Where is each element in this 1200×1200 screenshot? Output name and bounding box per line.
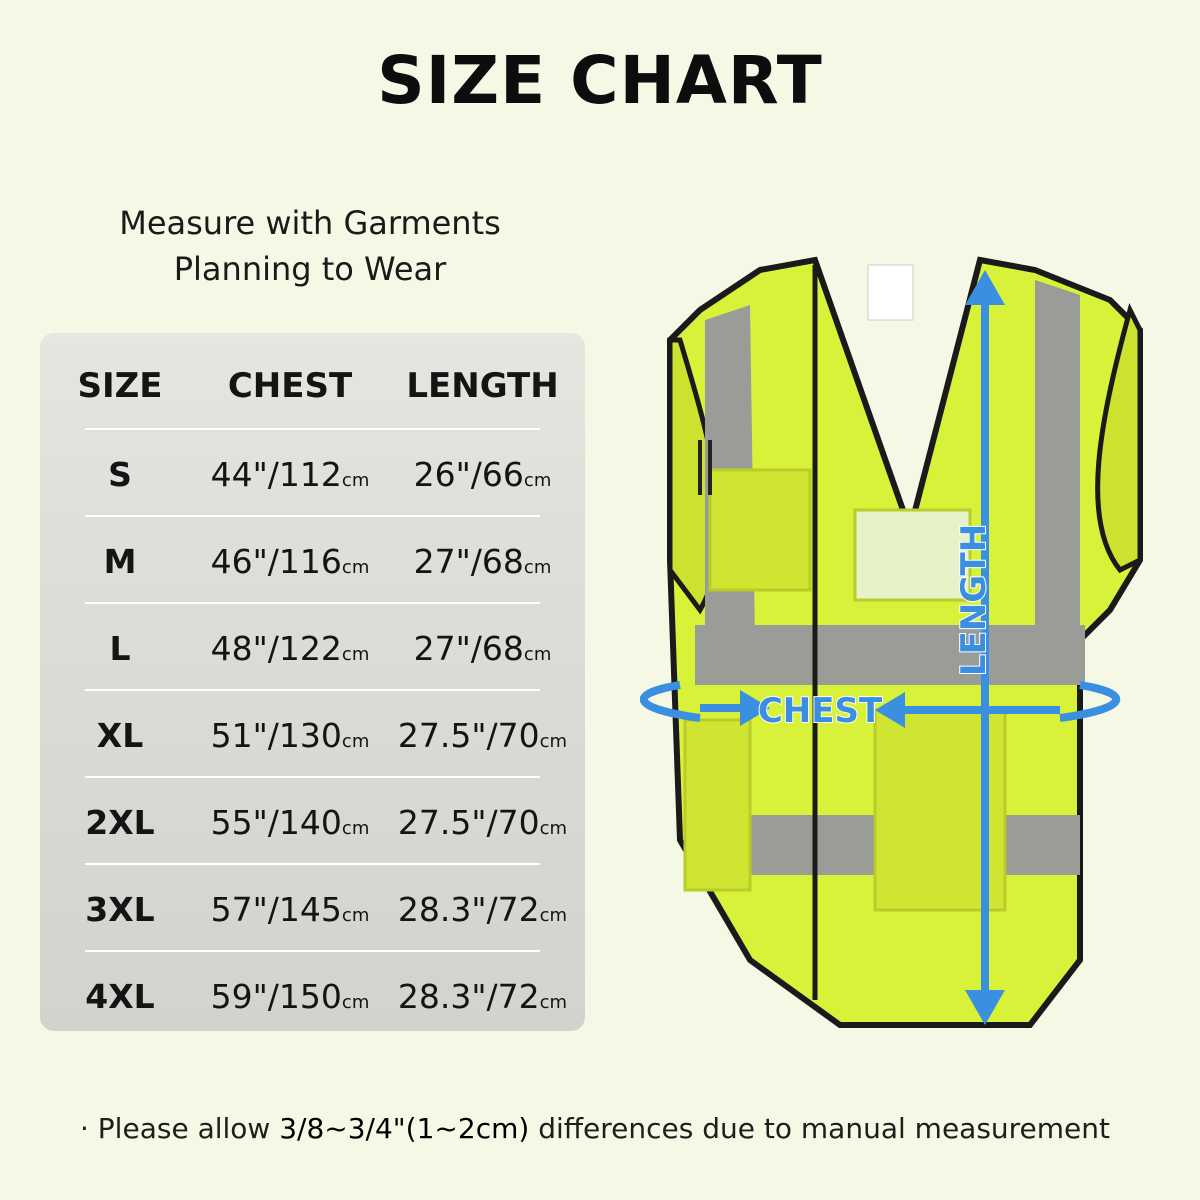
length-value: 26"/66 [413,454,524,494]
chest-cell [200,629,380,668]
length-value: 28.3"/72 [397,889,540,929]
measure-instruction-line1: Measure with Garments [119,204,501,242]
size-cell: S [108,454,132,494]
table-row [40,953,585,1039]
row-separator [85,428,540,430]
size-cell: M [103,541,137,581]
vest-illustration [640,240,1180,1040]
length-cell [380,629,585,668]
table-row [40,866,585,952]
table-row [40,605,585,691]
length-unit: cm [523,643,552,665]
row-separator [85,863,540,865]
chest-cell [200,890,380,929]
chest-unit: cm [341,730,370,752]
chest-unit: cm [341,556,370,578]
row-separator [85,515,540,517]
chest-cell [200,455,380,494]
table-row [40,518,585,604]
measure-instruction [40,200,580,292]
page-title: SIZE CHART [377,42,823,119]
length-cell [380,542,585,581]
note-highlight: 3/8~3/4"(1~2cm) [279,1112,530,1145]
length-cell [380,803,585,842]
size-cell: 4XL [85,976,155,1016]
size-cell: XL [96,715,144,755]
length-unit: cm [539,991,568,1013]
chest-value: 51"/130 [210,715,342,755]
chest-value: 48"/122 [210,628,342,668]
chest-cell [200,716,380,755]
measure-instruction-line2: Planning to Wear [173,250,447,288]
chest-value: 57"/145 [210,889,342,929]
length-value: 27.5"/70 [397,715,540,755]
length-cell [380,977,585,1016]
length-value: 28.3"/72 [397,976,540,1016]
size-cell: 2XL [85,802,155,842]
row-separator [85,776,540,778]
size-cell: L [109,628,131,668]
length-unit: cm [539,817,568,839]
note-suffix: differences due to manual measurement [529,1112,1111,1145]
chest-unit: cm [341,991,370,1013]
length-cell [380,455,585,494]
chest-unit: cm [341,817,370,839]
length-unit: cm [523,556,552,578]
table-row [40,779,585,865]
length-cell [380,716,585,755]
size-table [40,333,585,1031]
length-value: 27"/68 [413,541,524,581]
chest-label: CHEST [757,691,883,731]
row-separator [85,950,540,952]
length-label: LENGTH [954,523,994,677]
chest-cell [200,977,380,1016]
length-unit: cm [539,904,568,926]
note-prefix: · Please allow [80,1112,280,1145]
length-value: 27.5"/70 [397,802,540,842]
chest-value: 46"/116 [210,541,342,581]
length-cell [380,890,585,929]
chest-unit: cm [341,904,370,926]
measurement-note [80,1112,1180,1145]
chest-value: 55"/140 [210,802,342,842]
chest-cell [200,542,380,581]
table-row [40,431,585,517]
length-unit: cm [539,730,568,752]
chest-unit: cm [341,469,370,491]
chest-value: 59"/150 [210,976,342,1016]
chest-unit: cm [341,643,370,665]
row-separator [85,602,540,604]
vest-diagram [640,240,1180,1040]
chest-value: 44"/112 [210,454,342,494]
table-header-row [40,341,585,431]
header-size: SIZE [77,366,163,406]
header-chest: CHEST [227,366,353,406]
table-row [40,692,585,778]
chest-cell [200,803,380,842]
length-value: 27"/68 [413,628,524,668]
header-length: LENGTH [406,366,559,406]
row-separator [85,689,540,691]
length-unit: cm [523,469,552,491]
size-cell: 3XL [85,889,155,929]
